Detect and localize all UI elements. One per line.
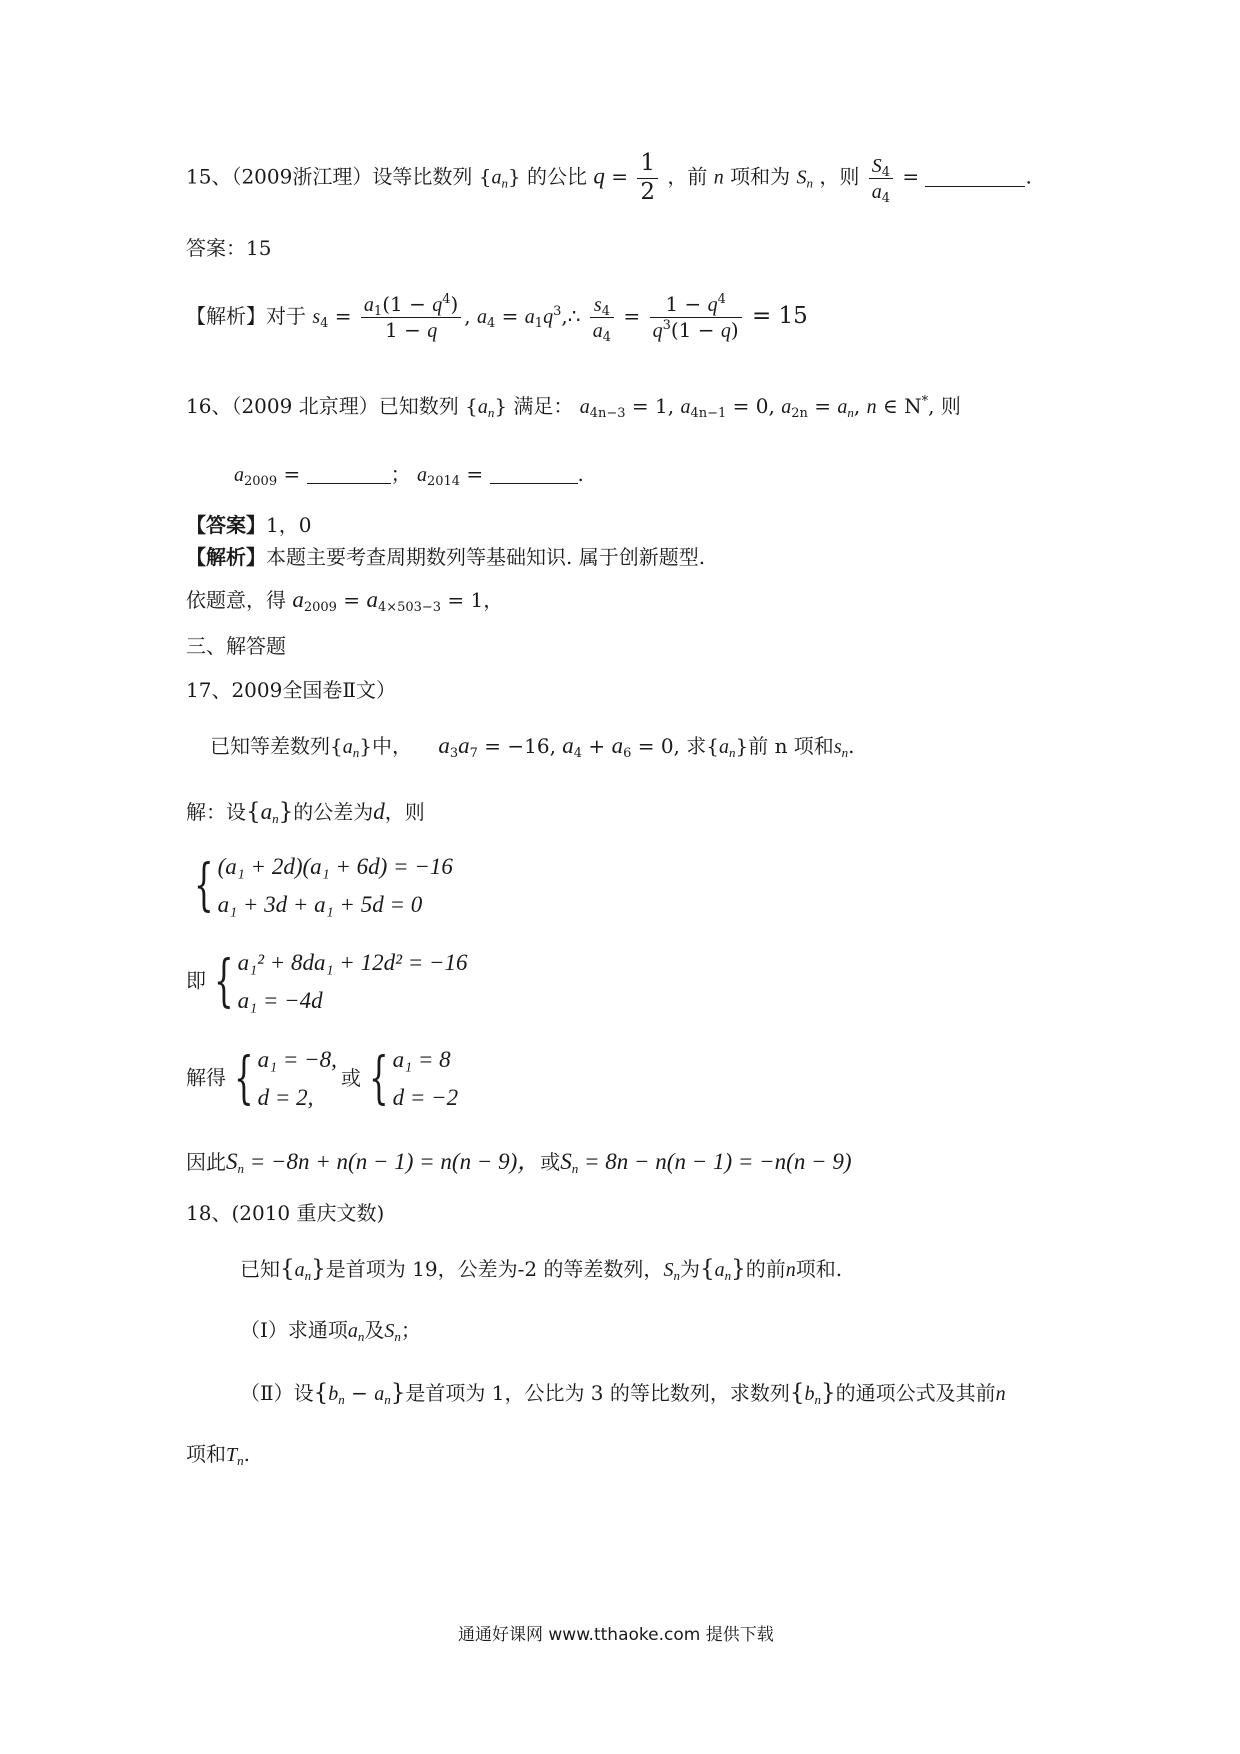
equation-system-3: 解得 { a₁ = −8, d = 2, 或 { a₁ = 8 d = −2 xyxy=(186,1046,459,1111)
brace-icon: { xyxy=(214,949,234,1014)
page-footer: 通通好课网 www.tthaoke.com 提供下载 xyxy=(458,1625,774,1645)
fraction-sum-formula: $\frac{a_1(1 - q^4)}{1 - q}$ xyxy=(361,292,461,343)
answer-blank xyxy=(307,483,391,484)
problem-18-part-2: （Ⅱ）设$\{b_n - a_n\}$是首项为 1，公比为 3 的等比数列，求数列$\{b_n\}$的通项公式及其前n xyxy=(240,1380,1006,1407)
solution-17-intro: 解：设$\{a_n\}$的公差为d，则 xyxy=(186,799,425,826)
answer-15: 答案：15 xyxy=(186,236,272,260)
solution-16-work: 依题意，得 $a_{2009} = a_{4\times 503-3} = 1$， xyxy=(186,587,504,615)
brace-icon: { xyxy=(234,1046,254,1111)
problem-18-heading: 18、(2010 重庆文数) xyxy=(186,1201,385,1225)
brace-icon: { xyxy=(368,1046,389,1111)
brace-icon: { xyxy=(194,853,214,918)
problem-18-part-2-cont: 项和$T_n$. xyxy=(186,1442,250,1468)
fraction-s4-over-a4: $\frac{S_4}{a_4}$ xyxy=(869,153,893,204)
problem-17: 已知等差数列$\{a_n\}$中， $a_3a_7 = -16$, $a_4 + a_6 = 0$, 求$\{a_n\}$前 n 项和$s_n$. xyxy=(210,733,855,761)
answer-16: 【答案】1，0 xyxy=(186,513,312,537)
equation-system-2: 即 { a₁² + 8da₁ + 12d² = −16 a₁ = −4d xyxy=(186,949,468,1014)
fraction-ratio-result: $\frac{1 - q^4}{q^3(1 - q)}$ xyxy=(650,292,742,343)
problem-18-part-1: （Ⅰ）求通项$a_n$及$S_n$； xyxy=(240,1318,421,1344)
answer-blank xyxy=(925,186,1025,187)
solution-16-note: 【解析】本题主要考查周期数列等基础知识. 属于创新题型. xyxy=(186,545,706,569)
problem-15-prefix: 15、（2009浙江理）设等比数列 xyxy=(186,164,473,189)
answer-blank xyxy=(490,483,578,484)
solution-17-result: 因此$S_n = -8n + n(n - 1) = n(n - 9)$，或$S_n = 8n - n(n - 1) = -n(n - 9)$ xyxy=(186,1149,852,1176)
fraction-s4-a4: $\frac{s_4}{a_4}$ xyxy=(590,292,614,343)
solution-15: 【解析】对于 $s_4$ = $\frac{a_1(1 - q^4)}{1 - q}$ , $a_4$ = $a_1q^3,\therefore$ $\frac{s_4}{a_4}$ = $\frac{1 - q^4}{q^3(1 - q)}$ = 15 xyxy=(186,292,808,345)
problem-16-blanks: $a_{2009}$ = ； $a_{2014}$ = . xyxy=(234,462,584,489)
fraction-one-half: $\frac{1}{2}$ xyxy=(637,150,658,206)
problem-17-heading: 17、2009全国卷Ⅱ文） xyxy=(186,678,396,702)
problem-15: 15、（2009浙江理）设等比数列 $\{a_n\}$ 的公比 q = $\frac{1}{2}$ ，前 n 项和为 $S_n$ ，则 $\frac{S_4}{a_4}$ = . xyxy=(186,150,1032,206)
section-heading: 三、解答题 xyxy=(186,634,286,658)
problem-18-statement: 已知$\{a_n\}$是首项为 19，公差为-2 的等差数列，$S_n$为$\{a_n\}$的前n项和. xyxy=(240,1256,843,1283)
equation-system-1: { (a₁ + 2d)(a₁ + 6d) = −16 a₁ + 3d + a₁ + 5d = 0 xyxy=(194,853,453,918)
problem-16: 16、（2009 北京理）已知数列 $\{a_n\}$ 满足： $a_{4n-3} = 1$, $a_{4n-1} = 0$, $a_{2n} = a_n$, n ∈ N*, 则 xyxy=(186,394,961,421)
